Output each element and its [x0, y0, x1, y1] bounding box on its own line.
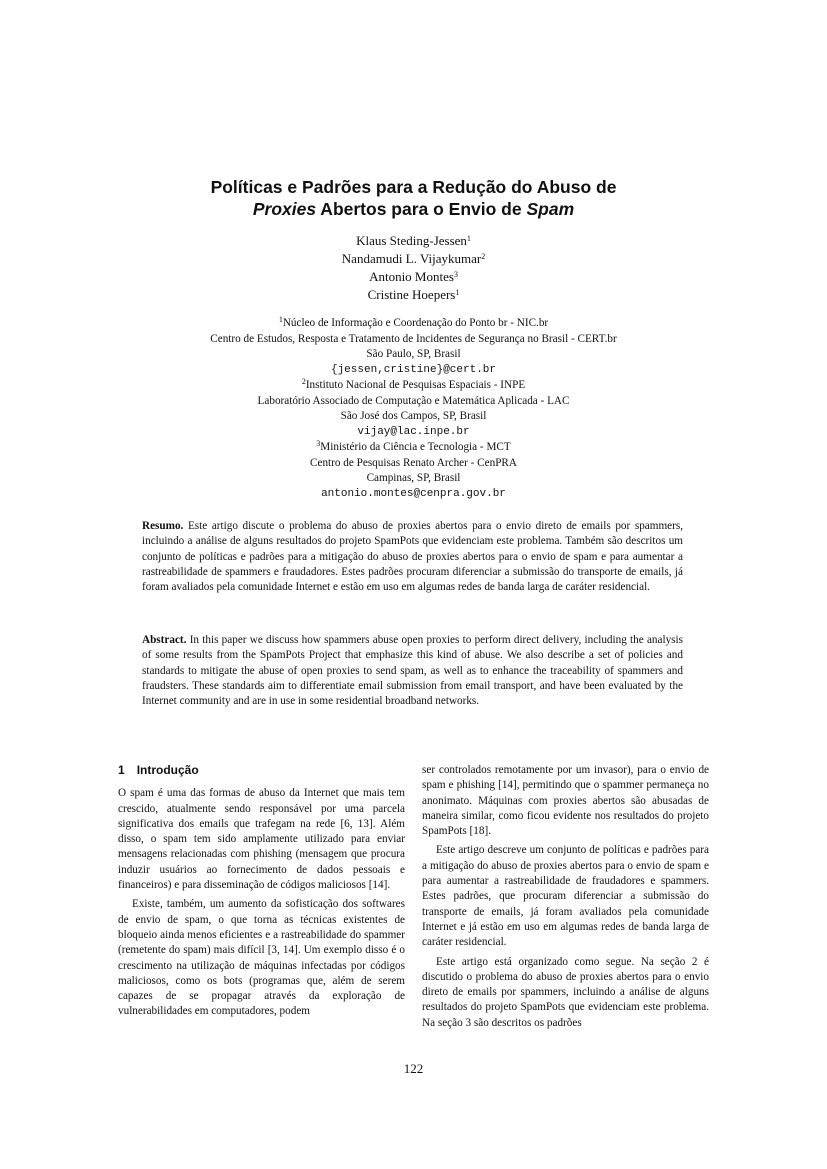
- affiliations: [0, 316, 827, 502]
- author: Nandamudi L. Vijaykumar$^2$: [341, 251, 486, 266]
- affiliation-line: São Paulo, SP, Brasil: [366, 348, 461, 360]
- author: Antonio Montes$^3$: [369, 269, 458, 284]
- abstract-label: Abstract.: [142, 634, 187, 646]
- resumo-label: Resumo.: [142, 520, 184, 532]
- affiliation-line: São José dos Campos, SP, Brasil: [340, 410, 487, 422]
- abstract-text: In this paper we discuss how spammers abuse open proxies to perform direct delivery, including the analysis of some results from the SpamPots Project that emphasize this kind of abuse. We also describe a set of policies and standards to mitigate the abuse of open proxies to send spam, as well as to enhance the traceability of spammers and fraudsters. These standards aim to differentiate email submission from email transport, and have been evaluated by the Internet community and are in use in some residential broadband networks.: [142, 634, 683, 708]
- page-number: 122: [403, 1061, 424, 1076]
- affiliation-line: Centro de Estudos, Resposta e Tratamento de Incidentes de Segurança no Brasil - CERT.br: [210, 332, 617, 345]
- author: Cristine Hoepers$^1$: [367, 287, 460, 302]
- affiliation-line: Centro de Pesquisas Renato Archer - CenPRA: [310, 456, 517, 469]
- body-paragraph: Este artigo descreve um conjunto de políticas e padrões para a mitigação do abuso de proxies abertos para o envio de spam e para aumentar a rastreabilidade de fraudadores e spammers. Estes padrões, que procuram diferenciar a submissão do transporte de emails, já foram avaliados pela comunidade Internet e já estão em uso em algumas redes de banda larga de caráter residencial.: [422, 844, 709, 949]
- affiliation-email: antonio.montes@cenpra.gov.br: [321, 487, 506, 500]
- affiliation-email: vijay@lac.inpe.br: [357, 425, 470, 438]
- section-heading: [118, 763, 405, 778]
- left-column: [118, 763, 405, 1020]
- body-paragraph: Este artigo está organizado como segue. Na seção 2 é discutido o problema do abuso de proxies abertos para o envio direto de emails por spammers, incluindo a análise de alguns resultados do projeto SpamPots que evidenciam este problema. Na seção 3 são descritos os padrões: [422, 955, 709, 1029]
- title-italic-proxies: Proxies: [252, 199, 317, 219]
- title-line-2: [0, 198, 827, 220]
- section-title: Introdução: [136, 763, 199, 777]
- body-paragraph: ser controlados remotamente por um invasor), para o envio de spam e phishing [14], permitindo que o spammer permaneça no anonimato. Máquinas com proxies abertos são abusadas de maneira similar, como ficou evidente nos resultados do projeto SpamPots [18].: [422, 764, 709, 838]
- title-italic-spam: Spam: [526, 199, 575, 219]
- resumo-text: Este artigo discute o problema do abuso de proxies abertos para o envio direto de emails por spammers, incluindo a análise de alguns resultados do projeto SpamPots que evidenciam este problema. Também são descritos um conjunto de políticas e padrões para a mitigação do abuso de proxies abertos para o envio de spam e para aumentar a rastreabilidade de spammers e fraudadores. Estes padrões procuram diferenciar a submissão do transporte de emails, já foram avaliados pela comunidade Internet e estão em uso em algumas redes de banda larga de caráter residencial.: [142, 520, 684, 594]
- author-list: [0, 232, 827, 304]
- affiliation-line: $^2$Instituto Nacional de Pesquisas Espaciais - INPE: [301, 377, 526, 391]
- section-number: 1: [118, 763, 125, 777]
- affiliation-line: Laboratório Associado de Computação e Matemática Aplicada - LAC: [257, 394, 570, 407]
- title-mid: Abertos para o Envio de: [316, 199, 527, 219]
- affiliation-line: $^3$Ministério da Ciência e Tecnologia - MCT: [316, 439, 511, 453]
- affiliation-line: Campinas, SP, Brasil: [366, 472, 461, 484]
- title-line-1: Políticas e Padrões para a Redução do Abuso de: [210, 177, 617, 197]
- abstract-paragraph: [142, 633, 683, 709]
- resumo-paragraph: [142, 519, 683, 595]
- affiliation-email: {jessen,cristine}@cert.br: [330, 363, 497, 376]
- body-paragraph: Existe, também, um aumento da sofisticação dos softwares de envio de spam, o que torna as técnicas existentes de bloqueio ainda menos eficientes e a rastreabilidade do spammer (remetente do spam) mais difícil [3, 14]. Um exemplo disso é o crescimento na utilização de máquinas infectadas por códigos maliciosos, como os bots (programas que, além de serem capazes de se propagar através da exploração de vulnerabilidades em computadores, podem: [118, 898, 405, 1018]
- affiliation-line: $^1$Núcleo de Informação e Coordenação do Ponto br - NIC.br: [278, 315, 549, 329]
- paper-title: [0, 176, 827, 220]
- body-paragraph: O spam é uma das formas de abuso da Internet que mais tem crescido, atualmente sendo responsável por uma parcela significativa dos emails que trafegam na rede [6, 13]. Além disso, o spam tem sido amplamente utilizado para enviar mensagens relacionadas com phishing (mensagem que procura induzir usuários ao fornecimento de dados pessoais e financeiros) e para disseminação de códigos maliciosos [14].: [118, 787, 405, 892]
- author: Klaus Steding-Jessen$^1$: [356, 233, 471, 248]
- right-column: [422, 763, 709, 1031]
